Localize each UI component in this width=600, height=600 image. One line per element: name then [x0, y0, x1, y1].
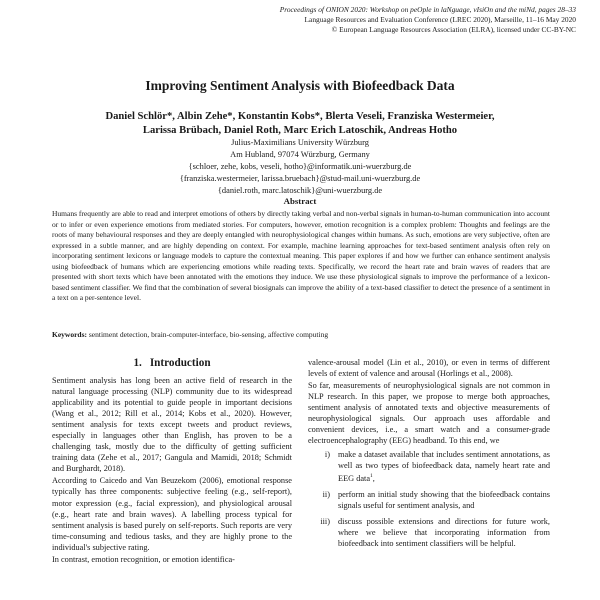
section-title: Introduction	[149, 357, 211, 369]
header-line-proceedings: Proceedings of ONION 2020: Workshop on peOple in laNguage, vIsiOn and the miNd, pages 28–33	[279, 5, 576, 14]
paper-title: Improving Sentiment Analysis with Biofeedback Data	[145, 78, 455, 93]
list-item	[308, 516, 550, 549]
keywords-line	[52, 330, 550, 339]
header-line-conference: Language Resources and Evaluation Conference (LREC 2020), Marseille, 11–16 May 2020	[304, 15, 576, 25]
affiliation-address: Am Hubland, 97074 Würzburg, Germany	[230, 149, 370, 159]
right-column	[308, 357, 550, 555]
affiliation-email-3: {daniel.roth, marc.latoschik}@uni-wuerzburg.de	[217, 185, 383, 195]
section-number: 1.	[133, 357, 142, 369]
left-column	[52, 375, 292, 566]
affiliation-university: Julius-Maximilians University Würzburg	[231, 138, 369, 147]
footnote-marker[interactable]: 1	[370, 473, 373, 480]
proceedings-header	[280, 5, 576, 36]
keywords-text: sentiment detection, brain-computer-interface, bio-sensing, affective computing	[88, 330, 329, 339]
list-item	[308, 489, 550, 511]
intro-paragraph-2: According to Caicedo and Van Beuzekom (2006), emotional response typically has three components: subjective feeling (e.g., self-report), motor expression (e.g., facial expression), and physiological arousal (e.g., heart rate and brain waves). A labelling process typical for sentiment analysis is based purely on self-reports. Such reports are very time-consuming and tedious tasks, and they are highly prone to the individual's subjective rating.	[52, 476, 292, 552]
list-marker: iii)	[320, 517, 330, 527]
abstract-heading: Abstract	[283, 196, 317, 206]
list-item	[308, 449, 550, 484]
intro-paragraph-1: Sentiment analysis has long been an active field of research in the natural language processing (NLP) community due to its widespread applicability and its potential to guide people in important decisions (Wang et al., 2012; Rill et al., 2014; Kobs et al., 2020). However, sentiment analysis for texts except tweets and product reviews, especially in languages other than English, has proven to be a challenging task, mostly due to the difficulty of getting sufficient training data (Zehe et al., 2017; Gangula and Mamidi, 2018; Schmidt and Burghardt, 2018).	[52, 376, 292, 474]
author-line-1: Daniel Schlör*, Albin Zehe*, Konstantin Kobs*, Blerta Veseli, Franziska Westermeier,	[105, 111, 495, 122]
list-item-text: discuss possible extensions and directions for future work, where we believe that incorporating information from biofeedback into sentiment classifiers will be helpful.	[338, 517, 550, 549]
list-marker: i)	[324, 450, 330, 460]
contribution-list	[308, 449, 550, 549]
affiliation-block	[0, 137, 600, 197]
list-item-text	[338, 449, 550, 484]
affiliation-email-1: {schloer, zehe, kobs, veseli, hotho}@informatik.uni-wuerzburg.de	[188, 161, 412, 171]
abstract-text: Humans frequently are able to read and interpret emotions of others by directly taking verbal and non-verbal signals in human-to-human communication into account or to infer or even experience emotions from mediated stories. For computers, however, emotion recognition is a complex problem: Thoughts and feelings are the roots of many behavioural responses and they are deeply entangled with neurophysiological changes within humans. As such, emotions are very subjective, often are expressed in a subtle manner, and are highly depending on context. For example, machine learning approaches for text-based sentiment analysis often rely on incorporating sentiment lexicons or language models to capture the contextual meaning. This paper explores if and how we further can enhance sentiment analysis using biofeedback of humans which are experiencing emotions while reading texts. Specifically, we record the heart rate and brain waves of readers that are presented with short texts which have been annotated with the emotions they induce. We use these physiological signals to improve the performance of a lexicon-based sentiment classifier. We find that the combination of several biosignals can improve the ability of a text-based classifier to detect the presence of a sentiment in a text on a per-sentence level.	[52, 209, 550, 302]
header-line-license: © European Language Resources Association (ELRA), licensed under CC-BY-NC	[331, 25, 576, 35]
list-item-punct: ,	[372, 474, 375, 484]
author-list	[30, 110, 570, 138]
section-heading-introduction	[52, 357, 292, 369]
right-paragraph-2: So far, measurements of neurophysiological signals are not common in NLP research. In this paper, we propose to merge both approaches, sentiment analysis of annotated texts and objective measurements of neurophysiological signals. Our approach uses affordable and convenient devices, i.e., a smart watch and a consumer-grade electroencephalography (EEG) headband. To this end, we	[308, 381, 550, 446]
intro-paragraph-3: In contrast, emotion recognition, or emotion identifica-	[52, 554, 235, 564]
author-line-2: Larissa Brübach, Daniel Roth, Marc Erich Latoschik, Andreas Hotho	[142, 125, 458, 136]
list-item-body: make a dataset available that includes sentiment annotations, as well as two types of biofeedback data, namely heart rate and EEG data	[338, 450, 550, 484]
right-paragraph-1: valence-arousal model (Lin et al., 2010), or even in terms of different levels of extent of valence and arousal (Horlings et al., 2008).	[308, 358, 550, 379]
list-marker: ii)	[322, 490, 330, 500]
keywords-label: Keywords:	[52, 330, 87, 339]
list-item-text: perform an initial study showing that the biofeedback contains signals useful for sentiment analysis, and	[338, 490, 550, 511]
affiliation-email-2: {franziska.westermeier, larissa.bruebach}@stud-mail.uni-wuerzburg.de	[179, 173, 421, 183]
